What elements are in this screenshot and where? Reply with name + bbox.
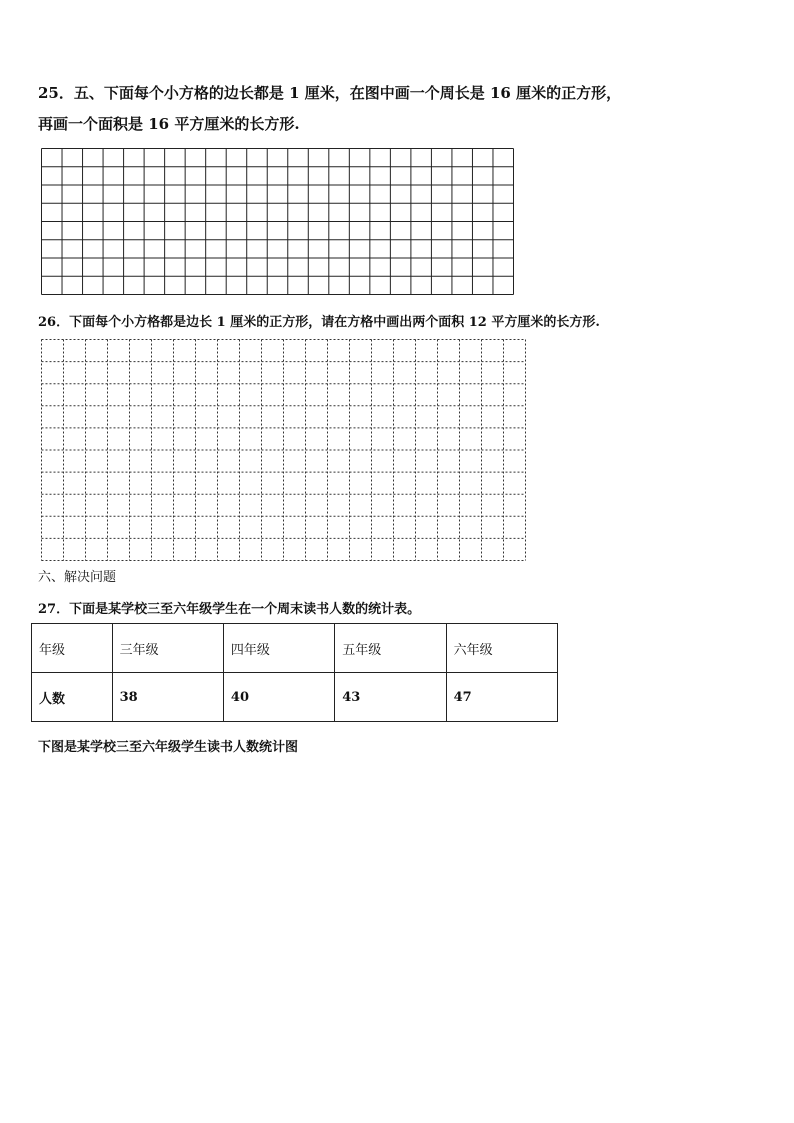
- table-header-row: [32, 624, 558, 673]
- table-row: [32, 673, 558, 722]
- question-25-line-1: 25．五、下面每个小方格的边长都是 1 厘米，在图中画一个周长是 16 厘米的正方形，: [38, 84, 622, 102]
- dashed-square-grid: [41, 339, 526, 561]
- table-cell: 五年级: [335, 624, 446, 673]
- table-cell: 47: [446, 673, 557, 722]
- solid-square-grid: [41, 148, 514, 295]
- table-cell: 43: [335, 673, 446, 722]
- reading-stats-table: [31, 623, 558, 722]
- chart-caption: 下图是某学校三至六年级学生读书人数统计图: [38, 740, 299, 755]
- section-6-heading: 六、解决问题: [38, 570, 117, 585]
- table-cell: 人数: [32, 673, 113, 722]
- question-26-text: 26．下面每个小方格都是边长 1 厘米的正方形，请在方格中画出两个面积 12 平方厘米的长方形.: [38, 315, 600, 330]
- table-cell: 六年级: [446, 624, 557, 673]
- table-cell: 38: [112, 673, 223, 722]
- table-cell: 40: [223, 673, 334, 722]
- table-cell: 四年级: [223, 624, 334, 673]
- table-cell: 三年级: [112, 624, 223, 673]
- question-27-text: 27．下面是某学校三至六年级学生在一个周末读书人数的统计表。: [38, 602, 421, 617]
- question-25-line-2: 再画一个面积是 16 平方厘米的长方形.: [38, 115, 300, 133]
- table-cell: 年级: [32, 624, 113, 673]
